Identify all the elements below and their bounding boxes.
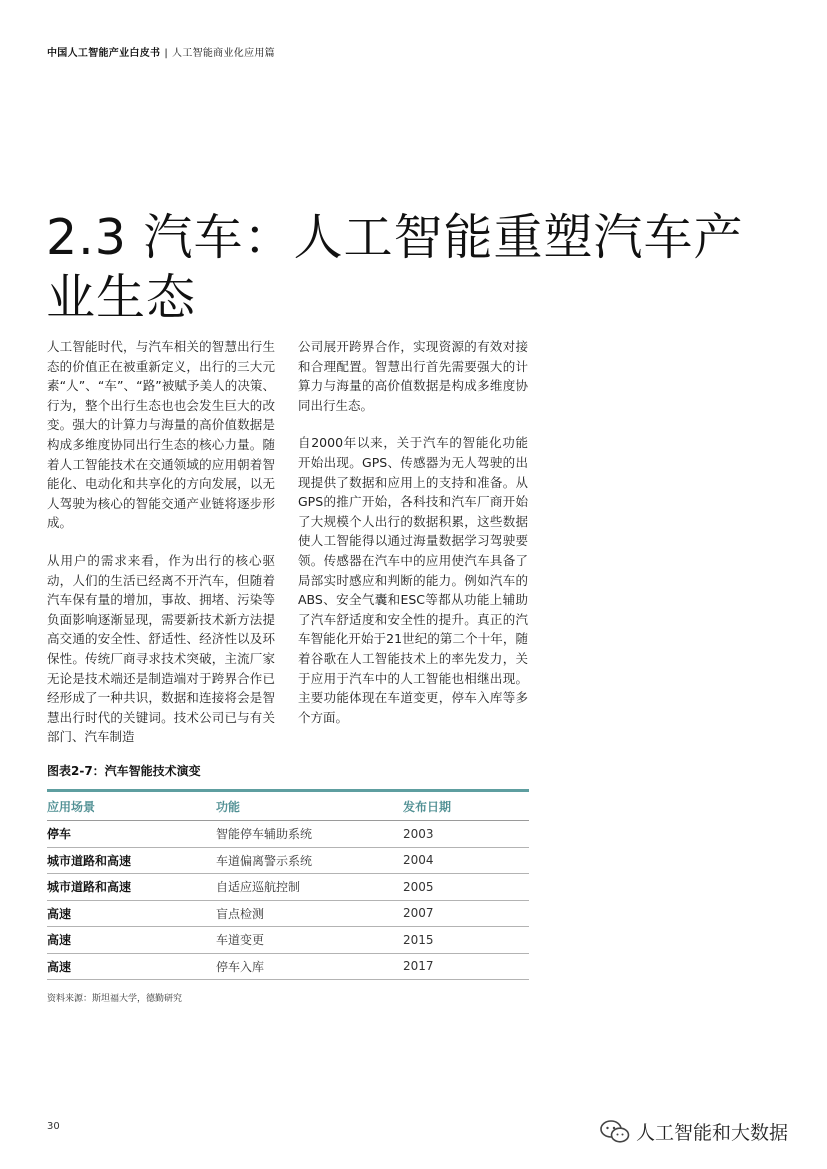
cell-function: 停车入库: [216, 953, 403, 980]
column-header-date: 发布日期: [403, 792, 529, 821]
paragraph: 人工智能时代，与汽车相关的智慧出行生态的价值正在被重新定义，出行的三大元素“人”、“车”、“路”被赋予美人的决策、行为，整个出行生态也也会发生巨大的改变。强大的计算力与海量的高价值数据是构成多维度协同出行生态的核心力量。随着人工智能技术在交通领域的应用朝着智能化、电动化和共享化的方向发展，以无人驾驶为核心的智能交通产业链将逐步形成。: [47, 339, 275, 531]
cell-function: 车道偏离警示系统: [216, 847, 403, 874]
cell-date: 2015: [403, 927, 529, 954]
cell-scene: 高速: [47, 927, 216, 954]
cell-date: 2005: [403, 874, 529, 901]
cell-function: 智能停车辅助系统: [216, 821, 403, 848]
column-header-scene: 应用场景: [47, 792, 216, 821]
watermark: [600, 1118, 788, 1145]
paragraph: 公司展开跨界合作，实现资源的有效对接和合理配置。智慧出行首先需要强大的计算力与海量的高价值数据是构成多维度协同出行生态。: [298, 339, 528, 413]
figure-title: 图表2-7：汽车智能技术演变: [47, 764, 201, 778]
cell-date: 2017: [403, 953, 529, 980]
running-header: [47, 44, 275, 59]
right-text-column: [298, 337, 528, 745]
wechat-icon: [600, 1119, 630, 1145]
paragraph: 从用户的需求来看，作为出行的核心驱动，人们的生活已经离不开汽车，但随着汽车保有量的增加，事故、拥堵、污染等负面影响逐渐显现，需要新技术新方法提高交通的安全性、舒适性、经济性以及环保性。传统厂商寻求技术突破，主流厂家无论是技术端还是制造端对于跨界合作已经形成了一种共识，数据和连接将会是智慧出行时代的关键词。技术公司已与有关部门、汽车制造: [47, 552, 275, 745]
header-separator: |: [164, 48, 168, 59]
cell-scene: 城市道路和高速: [47, 847, 216, 874]
figure-source: 资料来源：斯坦福大学，德勤研究: [47, 994, 183, 1004]
column-header-function: 功能: [216, 792, 403, 821]
left-text-column: [47, 337, 275, 765]
table-header-row: [47, 792, 529, 821]
header-book-title: 中国人工智能产业白皮书: [47, 48, 161, 59]
table-row: [47, 900, 529, 927]
header-chapter: 人工智能商业化应用篇: [171, 48, 275, 59]
cell-function: 盲点检测: [216, 900, 403, 927]
cell-scene: 高速: [47, 900, 216, 927]
section-title: 2.3 汽车：人工智能重塑汽车产业生态: [46, 208, 744, 326]
cell-function: 车道变更: [216, 927, 403, 954]
paragraph: 自2000年以来，关于汽车的智能化功能开始出现。GPS、传感器为无人驾驶的出现提供了数据和应用上的支持和准备。从GPS的推广开始，各科技和汽车厂商开始了大规模个人出行的数据积累，这些数据使人工智能得以通过海量数据学习驾驶要领。传感器在汽车中的应用使汽车具备了局部实时感应和判断的能力。例如汽车的ABS、安全气囊和ESC等都从功能上辅助了汽车舒适度和安全性的提升。真正的汽车智能化开始于21世纪的第二个十年，随着谷歌在人工智能技术上的率先发力，关于应用于汽车中的人工智能也相继出现。主要功能体现在车道变更，停车入库等多个方面。: [298, 435, 528, 725]
cell-function: 自适应巡航控制: [216, 874, 403, 901]
page-number: 30: [47, 1121, 60, 1132]
table: [47, 792, 529, 980]
table-row: [47, 874, 529, 901]
table-row: [47, 847, 529, 874]
cell-date: 2003: [403, 821, 529, 848]
cell-date: 2007: [403, 900, 529, 927]
cell-scene: 停车: [47, 821, 216, 848]
cell-date: 2004: [403, 847, 529, 874]
watermark-text: 人工智能和大数据: [636, 1122, 789, 1144]
cell-scene: 高速: [47, 953, 216, 980]
table-row: [47, 927, 529, 954]
table-row: [47, 821, 529, 848]
cell-scene: 城市道路和高速: [47, 874, 216, 901]
table-row: [47, 953, 529, 980]
tech-evolution-table: [47, 789, 529, 980]
